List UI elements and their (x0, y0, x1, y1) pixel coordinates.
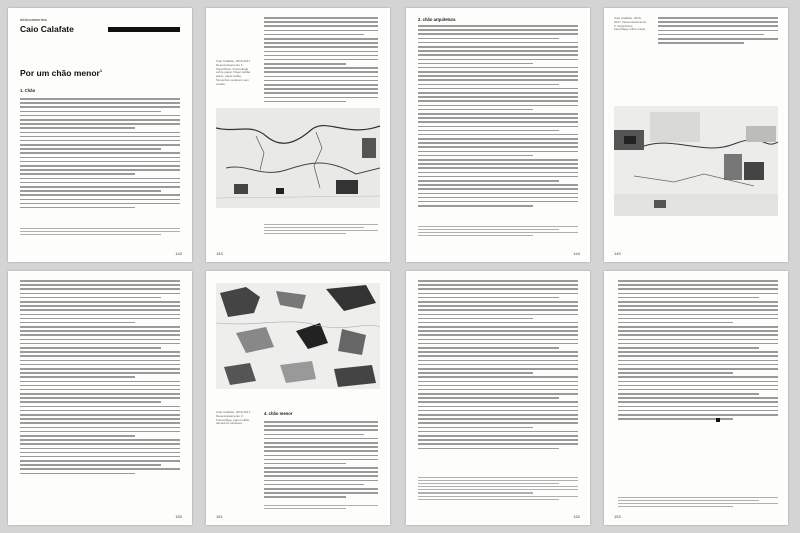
page-142 (8, 8, 192, 262)
body-text (20, 98, 180, 211)
page-153 (604, 271, 788, 525)
page-number: 143 (216, 251, 223, 256)
sidebar-caption: Caio Calafate, 2016-2017. Desencaixamento 2: Superfícies, fotocollage sobre papel. (614, 16, 647, 32)
page-number: 151 (216, 514, 223, 519)
body-text (264, 421, 378, 501)
page-150 (8, 271, 192, 525)
page-number: 153 (614, 514, 621, 519)
page-number: 152 (573, 514, 580, 519)
page-151 (206, 271, 390, 525)
body-text (618, 280, 778, 422)
body-text (20, 280, 180, 477)
page-number: 142 (175, 251, 182, 256)
page-152 (406, 271, 590, 525)
title-footnote-mark: 1 (99, 68, 103, 74)
sidebar-caption: Caio Calafate, 2016-2017. Desencaixamento 3. Fotocollage, papel sulfite, tamanhos variáveis. (216, 410, 252, 426)
footnotes (618, 497, 778, 509)
page-title (20, 68, 102, 78)
section-heading-chao: 1. Chão (20, 88, 36, 93)
page-143 (206, 8, 390, 262)
section-heading-chao-menor: 4. chão menor (264, 411, 293, 416)
artwork-collage (614, 106, 778, 216)
page-number: 144 (573, 251, 580, 256)
author-bar (108, 27, 180, 32)
page-number: 150 (175, 514, 182, 519)
footnotes (418, 226, 578, 238)
footnotes (264, 224, 378, 236)
body-text (658, 17, 778, 46)
page-145 (604, 8, 788, 262)
end-marker (716, 418, 720, 422)
footnotes (418, 477, 578, 502)
body-text (264, 17, 378, 105)
body-text (418, 25, 578, 209)
body-text (418, 280, 578, 452)
section-heading-chao-arquitetura: 2. chão arquitetura (418, 17, 456, 22)
page-title-text: Por um chão menor (20, 68, 100, 78)
page-number: 145 (614, 251, 621, 256)
section-label: deslocamentos (20, 17, 47, 22)
footnote (20, 228, 180, 237)
author-name: Caio Calafate (20, 24, 74, 34)
margin-caption: Caio Calafate, 2016-2017. Desencaixamento 1: Superfícies. Fotocollage sobre papel. Papel cartão plano, papel sulfite. Tamanhos variáveis sem escala. (216, 59, 252, 86)
artwork-scattered-fragments (216, 283, 380, 389)
footnotes (264, 505, 378, 511)
page-144 (406, 8, 590, 262)
artwork-cracked-floor (216, 108, 380, 208)
